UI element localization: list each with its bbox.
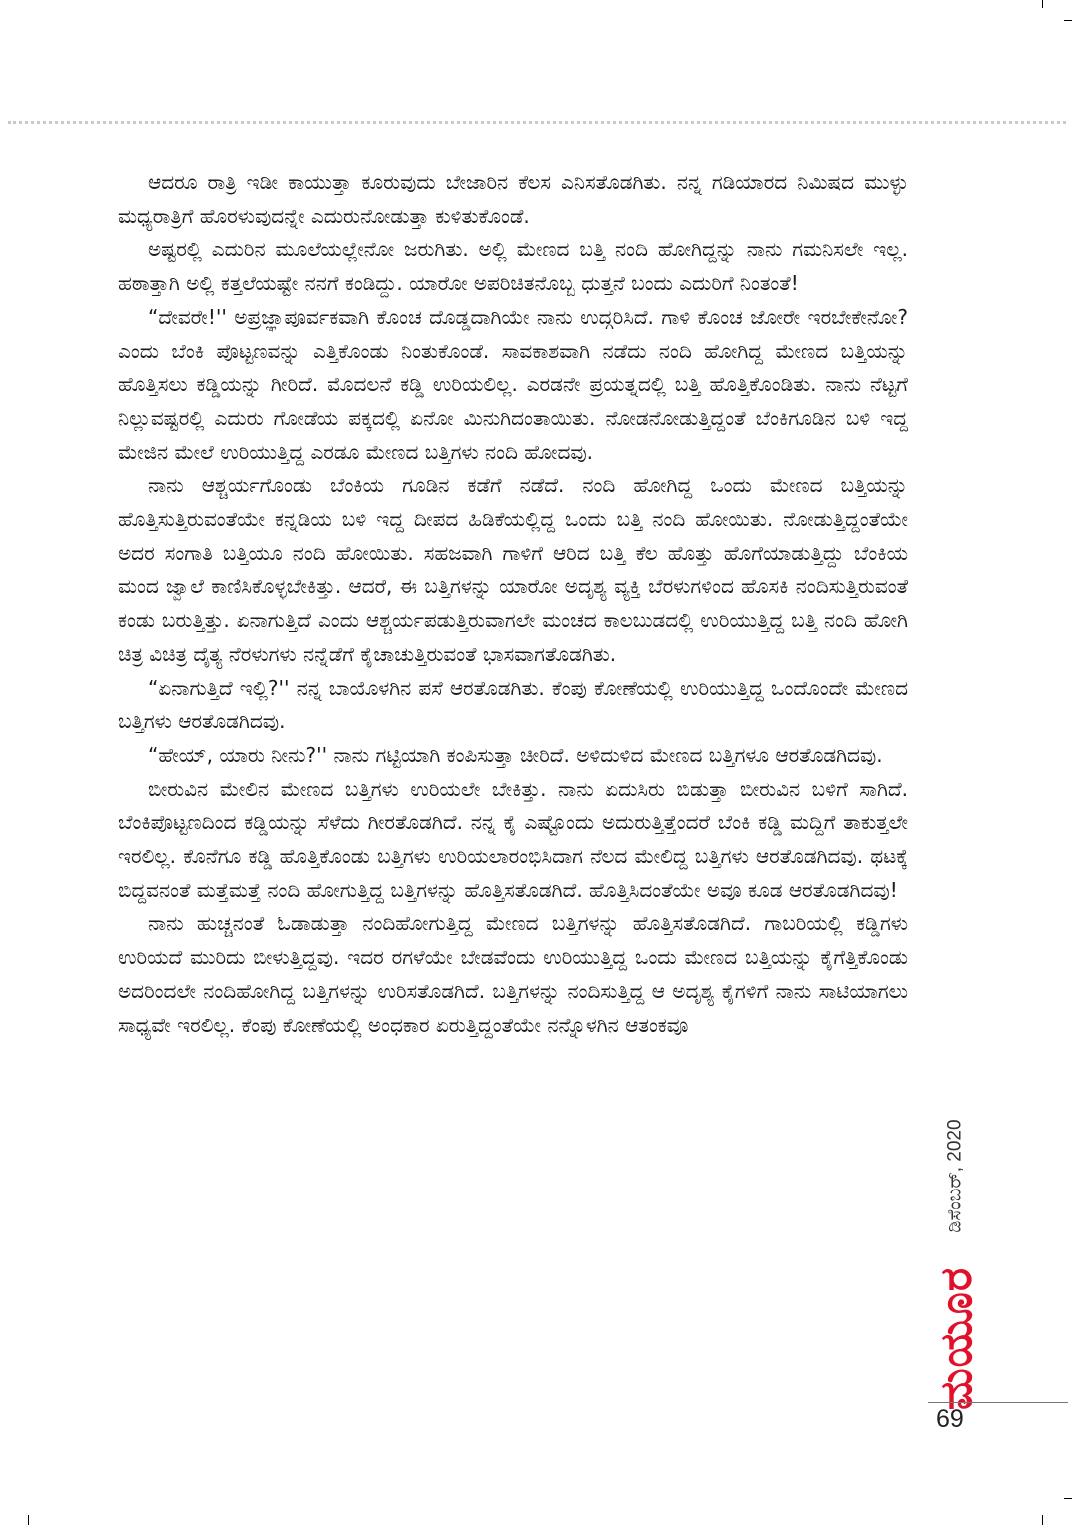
paragraph: ಬೀರುವಿನ ಮೇಲಿನ ಮೇಣದ ಬತ್ತಿಗಳು ಉರಿಯಲೇ ಬೇಕಿತ್ತು. ನಾನು ಏದುಸಿರು ಬಿಡುತ್ತಾ ಬೀರುವಿನ ಬಳಿಗೆ ಸಾಗಿದೆ. ಬೆಂಕಿಪೊಟ್ಟಣದಿಂದ ಕಡ್ಡಿಯನ್ನು ಸೆಳೆದು ಗೀರತೊಡಗಿದೆ. ನನ್ನ ಕೈ ಎಷ್ಟೊಂದು ಅದುರುತ್ತಿತ್ತೆಂದರೆ ಬೆಂಕಿ ಕಡ್ಡಿ ಮದ್ದಿಗೆ ತಾಕುತ್ತಲೇ ಇರಲಿಲ್ಲ. ಕೊನೆಗೂ ಕಡ್ಡಿ ಹೊತ್ತಿಕೊಂಡು ಬತ್ತಿಗಳು ಉರಿಯಲಾರಂಭಿಸಿದಾಗ ನೆಲದ ಮೇಲಿದ್ದ ಬತ್ತಿಗಳು ಆರತೊಡಗಿದವು. ಥಟಕ್ಕೆ ಬಿದ್ದವನಂತೆ ಮತ್ತೆಮತ್ತೆ ನಂದಿ ಹೋಗುತ್ತಿದ್ದ ಬತ್ತಿಗಳನ್ನು ಹೊತ್ತಿಸತೊಡಗಿದೆ. ಹೊತ್ತಿಸಿದಂತೆಯೇ ಅವೂ ಕೂಡ ಆರತೊಡಗಿದವು! [118,776,908,902]
crop-mark-bottom-right [1042,1515,1043,1525]
page-number: 69 [936,1405,964,1433]
crop-mark-top-right [1042,0,1043,8]
magazine-logo [928,1266,986,1410]
crop-mark-bottom-right-tick [1064,1498,1072,1499]
issue-date [938,1076,974,1276]
paragraph: “ಹೇಯ್, ಯಾರು ನೀನು?'' ನಾನು ಗಟ್ಟಿಯಾಗಿ ಕಂಪಿಸುತ್ತಾ ಚೀರಿದೆ. ಅಳಿದುಳಿದ ಮೇಣದ ಬತ್ತಿಗಳೂ ಆರತೊಡಗಿದವು. [148,742,883,767]
crop-mark-top-right-tick [1064,20,1072,21]
magazine-logo-text: ಮಯೂರ [931,1266,983,1410]
issue-date-text: ಡಿಸೆಂಬರ್, 2020 [945,1119,967,1233]
folio-rule [928,1402,1068,1403]
paragraph: ಅಷ್ಟರಲ್ಲಿ ಎದುರಿನ ಮೂಲೆಯಲ್ಲೇನೋ ಜರುಗಿತು. ಅಲ್ಲಿ ಮೇಣದ ಬತ್ತಿ ನಂದಿ ಹೋಗಿದ್ದನ್ನು ನಾನು ಗಮನಿಸಲೇ ಇಲ್ಲ. ಹಠಾತ್ತಾಗಿ ಅಲ್ಲಿ ಕತ್ತಲೆಯಷ್ಟೇ ನನಗೆ ಕಂಡಿದ್ದು. ಯಾರೋ ಅಪರಿಚಿತನೊಬ್ಬ ಧುತ್ತನೆ ಬಂದು ಎದುರಿಗೆ ನಿಂತಂತೆ! [118,237,908,296]
paragraph: ಆದರೂ ರಾತ್ರಿ ಇಡೀ ಕಾಯುತ್ತಾ ಕೂರುವುದು ಬೇಜಾರಿನ ಕೆಲಸ ಎನಿಸತೊಡಗಿತು. ನನ್ನ ಗಡಿಯಾರದ ನಿಮಿಷದ ಮುಳ್ಳು ಮಧ್ಯರಾತ್ರಿಗೆ ಹೊರಳುವುದನ್ನೇ ಎದುರುನೋಡುತ್ತಾ ಕುಳಿತುಕೊಂಡೆ. [118,170,908,228]
paragraph: “ಏನಾಗುತ್ತಿದೆ ಇಲ್ಲಿ?'' ನನ್ನ ಬಾಯೊಳಗಿನ ಪಸೆ ಆರತೊಡಗಿತು. ಕೆಂಪು ಕೋಣೆಯಲ್ಲಿ ಉರಿಯುತ್ತಿದ್ದ ಒಂದೊಂದೇ ಮೇಣದ ಬತ್ತಿಗಳು ಆರತೊಡಗಿದವು. [118,675,908,734]
article-body [118,166,908,1042]
paragraph: ನಾನು ಆಶ್ಚರ್ಯಗೊಂಡು ಬೆಂಕಿಯ ಗೂಡಿನ ಕಡೆಗೆ ನಡೆದೆ. ನಂದಿ ಹೋಗಿದ್ದ ಒಂದು ಮೇಣದ ಬತ್ತಿಯನ್ನು ಹೊತ್ತಿಸುತ್ತಿರುವಂತೆಯೇ ಕನ್ನಡಿಯ ಬಳಿ ಇದ್ದ ದೀಪದ ಹಿಡಿಕೆಯಲ್ಲಿದ್ದ ಒಂದು ಬತ್ತಿ ನಂದಿ ಹೋಯಿತು. ನೋಡುತ್ತಿದ್ದಂತೆಯೇ ಅದರ ಸಂಗಾತಿ ಬತ್ತಿಯೂ ನಂದಿ ಹೋಯಿತು. ಸಹಜವಾಗಿ ಗಾಳಿಗೆ ಆರಿದ ಬತ್ತಿ ಕೆಲ ಹೊತ್ತು ಹೊಗೆಯಾಡುತ್ತಿದ್ದು ಬೆಂಕಿಯ ಮಂದ ಜ್ವಾಲೆ ಕಾಣಿಸಿಕೊಳ್ಳಬೇಕಿತ್ತು. ಆದರೆ, ಈ ಬತ್ತಿಗಳನ್ನು ಯಾರೋ ಅದೃಶ್ಯ ವ್ಯಕ್ತಿ ಬೆರಳುಗಳಿಂದ ಹೊಸಕಿ ನಂದಿಸುತ್ತಿರುವಂತೆ ಕಂಡು ಬರುತ್ತಿತ್ತು. ಏನಾಗುತ್ತಿದೆ ಎಂದು ಆಶ್ಚರ್ಯಪಡುತ್ತಿರುವಾಗಲೇ ಮಂಚದ ಕಾಲಬುಡದಲ್ಲಿ ಉರಿಯುತ್ತಿದ್ದ ಬತ್ತಿ ನಂದಿ ಹೋಗಿ ಚಿತ್ರ ವಿಚಿತ್ರ ದೈತ್ಯ ನೆರಳುಗಳು ನನ್ನೆಡೆಗೆ ಕೈಚಾಚುತ್ತಿರುವಂತೆ ಭಾಸವಾಗತೊಡಗಿತು. [118,473,908,666]
paragraph: “ದೇವರೇ!'' ಅಪ್ರಜ್ಞಾಪೂರ್ವಕವಾಗಿ ಕೊಂಚ ದೊಡ್ಡದಾಗಿಯೇ ನಾನು ಉದ್ಗರಿಸಿದೆ. ಗಾಳಿ ಕೊಂಚ ಜೋರೇ ಇರಬೇಕೇನೋ? ಎಂದು ಬೆಂಕಿ ಪೊಟ್ಟಣವನ್ನು ಎತ್ತಿಕೊಂಡು ನಿಂತುಕೊಂಡೆ. ಸಾವಕಾಶವಾಗಿ ನಡೆದು ನಂದಿ ಹೋಗಿದ್ದ ಮೇಣದ ಬತ್ತಿಯನ್ನು ಹೊತ್ತಿಸಲು ಕಡ್ಡಿಯನ್ನು ಗೀರಿದೆ. ಮೊದಲನೆ ಕಡ್ಡಿ ಉರಿಯಲಿಲ್ಲ. ಎರಡನೇ ಪ್ರಯತ್ನದಲ್ಲಿ ಬತ್ತಿ ಹೊತ್ತಿಕೊಂಡಿತು. ನಾನು ನೆಟ್ಟಗೆ ನಿಲ್ಲುವಷ್ಟರಲ್ಲಿ ಎದುರು ಗೋಡೆಯ ಪಕ್ಕದಲ್ಲಿ ಏನೋ ಮಿನುಗಿದಂತಾಯಿತು. ನೋಡನೋಡುತ್ತಿದ್ದಂತೆ ಬೆಂಕಿಗೂಡಿನ ಬಳಿ ಇದ್ದ ಮೇಜಿನ ಮೇಲೆ ಉರಿಯುತ್ತಿದ್ದ ಎರಡೂ ಮೇಣದ ಬತ್ತಿಗಳು ನಂದಿ ಹೋದವು. [118,304,908,464]
header-dotted-rule [8,121,1066,124]
crop-mark-bottom-left [28,1515,29,1525]
paragraph: ನಾನು ಹುಚ್ಚನಂತೆ ಓಡಾಡುತ್ತಾ ನಂದಿಹೋಗುತ್ತಿದ್ದ ಮೇಣದ ಬತ್ತಿಗಳನ್ನು ಹೊತ್ತಿಸತೊಡಗಿದೆ. ಗಾಬರಿಯಲ್ಲಿ ಕಡ್ಡಿಗಳು ಉರಿಯದೆ ಮುರಿದು ಬೀಳುತ್ತಿದ್ದವು. ಇದರ ರಗಳೆಯೇ ಬೇಡವೆಂದು ಉರಿಯುತ್ತಿದ್ದ ಒಂದು ಮೇಣದ ಬತ್ತಿಯನ್ನು ಕೈಗೆತ್ತಿಕೊಂಡು ಅದರಿಂದಲೇ ನಂದಿಹೋಗಿದ್ದ ಬತ್ತಿಗಳನ್ನು ಉರಿಸತೊಡಗಿದೆ. ಬತ್ತಿಗಳನ್ನು ನಂದಿಸುತ್ತಿದ್ದ ಆ ಅದೃಶ್ಯ ಕೈಗಳಿಗೆ ನಾನು ಸಾಟಿಯಾಗಲು ಸಾಧ್ಯವೇ ಇರಲಿಲ್ಲ. ಕೆಂಪು ಕೋಣೆಯಲ್ಲಿ ಅಂಧಕಾರ ಏರುತ್ತಿದ್ದಂತೆಯೇ ನನ್ನೊಳಗಿನ ಆತಂಕವೂ [118,911,908,1037]
